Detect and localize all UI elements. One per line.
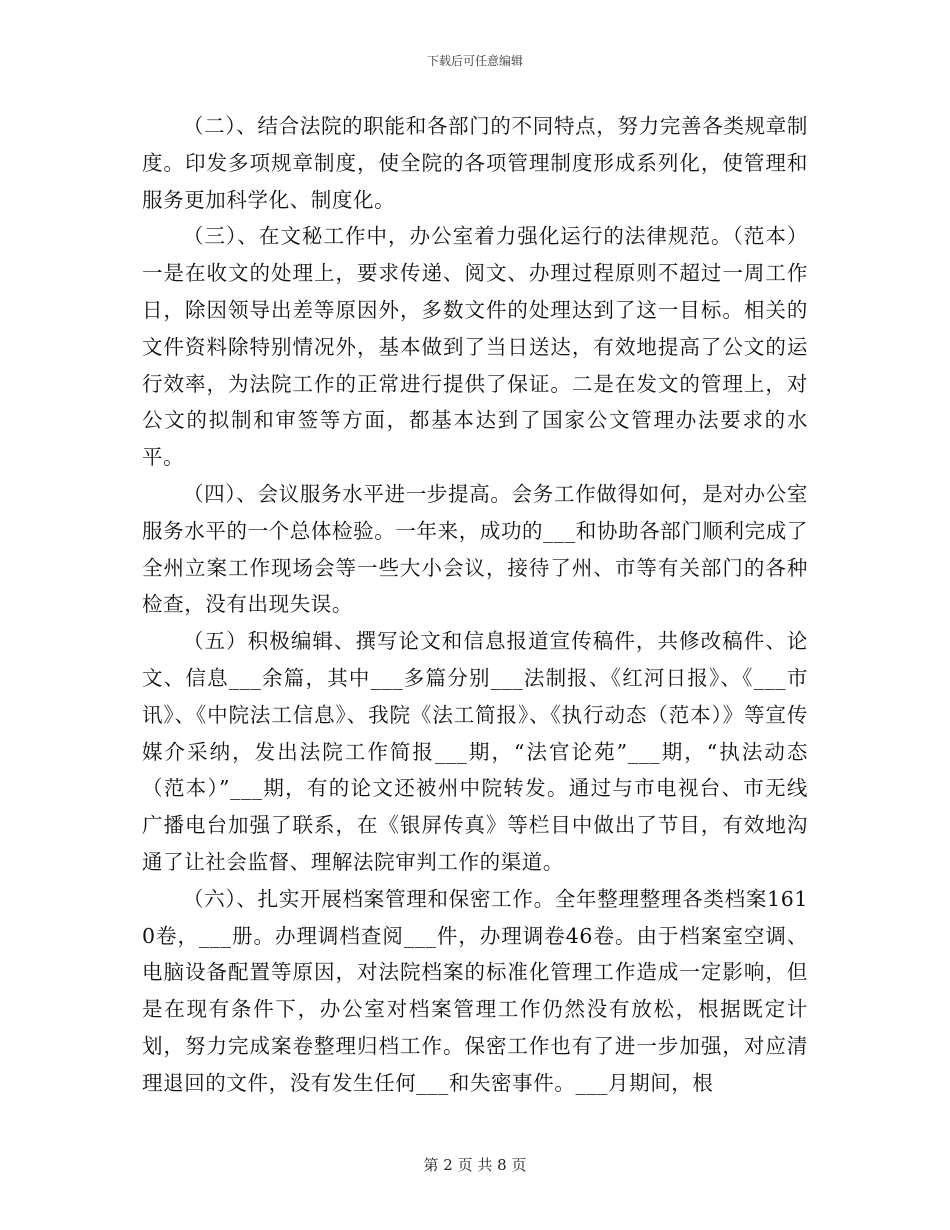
paragraph-section-2: （二）、结合法院的职能和各部门的不同特点，努力完善各类规章制度。印发多项规章制度，使全院的各项管理制度形成系列化，使管理和服务更加科学化、制度化。 (142, 114, 808, 212)
paragraph-section-4: （四）、会议服务水平进一步提高。会务工作做得如何，是对办公室服务水平的一个总体检验。一年来，成功的___和协助各部门顺利完成了全州立案工作现场会等一些大小会议，接待了州、市等有关部门的各种检查，没有出现失误。 (142, 481, 808, 617)
paragraph-section-5: （五）积极编辑、撰写论文和信息报道宣传稿件，共修改稿件、论文、信息___余篇，其中___多篇分别___法制报、《红河日报》、《___市讯》、《中院法工信息》、我院《法工简报》、《执行动态（范本）》等宣传媒介采纳，发出法院工作简报___期，“法官论苑”___期，“执法动态（范本）”___期，有的论文还被州中院转发。通过与市电视台、市无线广播电台加强了联系，在《银屏传真》等栏目中做出了节目，有效地沟通了让社会监督、理解法院审判工作的渠道。 (142, 629, 808, 874)
paragraph-section-6: （六）、扎实开展档案管理和保密工作。全年整理整理各类档案1610卷，___册。办理调档查阅___件，办理调卷46卷。由于档案室空调、电脑设备配置等原因，对法院档案的标准化管理工作造成一定影响，但是在现有条件下，办公室对档案管理工作仍然没有放松，根据既定计划，努力完成案卷整理归档工作。保密工作也有了进一步加强，对应清理退回的文件，没有发生任何___和失密事件。___月期间，根 (142, 886, 808, 1095)
page-header-note: 下载后可任意编辑 (426, 54, 523, 68)
document-body (142, 108, 808, 1102)
paragraph-section-3: （三）、在文秘工作中，办公室着力强化运行的法律规范。（范本）一是在收文的处理上，要求传递、阅文、办理过程原则不超过一周工作日，除因领导出差等原因外，多数文件的处理达到了这一目标。相关的文件资料除特别情况外，基本做到了当日送达，有效地提高了公文的运行效率，为法院工作的正常进行提供了保证。二是在发文的管理上，对公文的拟制和审签等方面，都基本达到了国家公文管理办法要求的水平。 (142, 224, 808, 470)
page-number: 第 2 页 共 8 页 (423, 1156, 527, 1174)
